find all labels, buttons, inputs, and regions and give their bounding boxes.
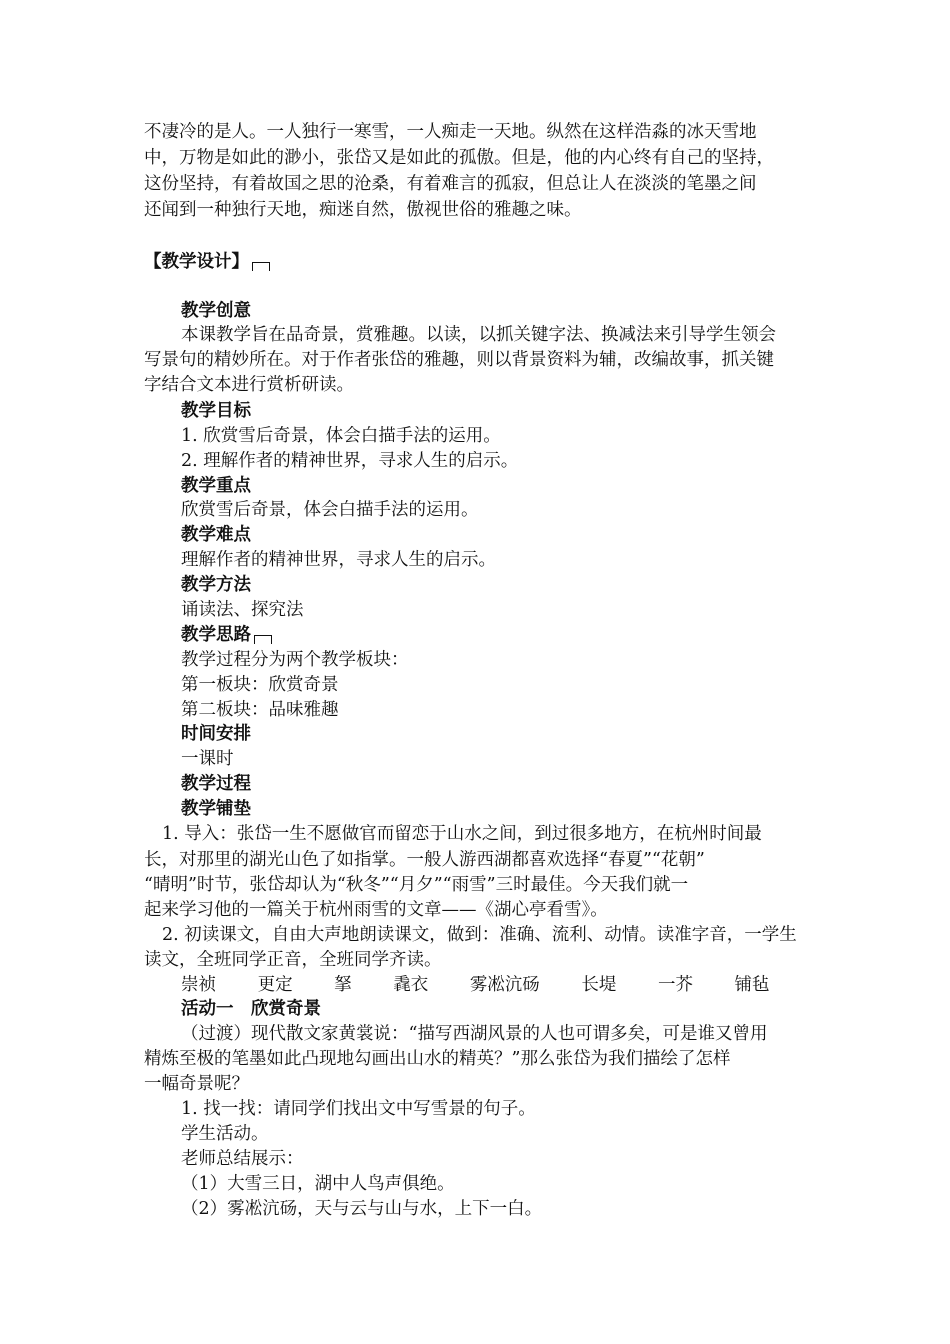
prep-heading: 教学铺垫 bbox=[181, 799, 251, 819]
prep-step2-line: 2. 初读课文，自由大声地朗读课文，做到：准确、流利、动情。读准字音，一学生 bbox=[162, 925, 797, 945]
prep-step1-line: 1. 导入：张岱一生不愿做官而留恋于山水之间，到过很多地方，在杭州时间最 bbox=[162, 824, 762, 844]
creative-line: 写景句的精妙所在。对于作者张岱的雅趣，则以背景资料为辅，改编故事，抓关键 bbox=[144, 350, 774, 370]
vocab-word: 铺毡 bbox=[734, 975, 770, 995]
schedule-heading: 时间安排 bbox=[181, 724, 251, 744]
edit-mark-icon bbox=[252, 262, 270, 271]
approach-heading bbox=[181, 623, 272, 647]
activity1-example: （2）雾凇沆砀，天与云与山与水，上下一白。 bbox=[181, 1199, 543, 1219]
activity1-heading: 活动一 欣赏奇景 bbox=[181, 999, 321, 1019]
vocab-word: 一芥 bbox=[657, 975, 693, 995]
intro-line: 这份坚持，有着故国之思的沧桑，有着难言的孤寂，但总让人在淡淡的笔墨之间 bbox=[144, 174, 757, 194]
goal-item: 1. 欣赏雪后奇景，体会白描手法的运用。 bbox=[181, 426, 501, 446]
activity1-task: 1. 找一找：请同学们找出文中写雪景的句子。 bbox=[181, 1099, 536, 1119]
activity1-transition-line: （过渡）现代散文家黄裳说：“描写西湖风景的人也可谓多矣，可是谁又曾用 bbox=[181, 1024, 768, 1044]
activity1-transition-line: 一幅奇景呢？ bbox=[144, 1074, 249, 1094]
goal-item: 2. 理解作者的精神世界，寻求人生的启示。 bbox=[181, 451, 519, 471]
intro-line: 还闻到一种独行天地，痴迷自然，傲视世俗的雅趣之味。 bbox=[144, 200, 582, 220]
prep-step1-line: 长，对那里的湖光山色了如指掌。一般人游西湖都喜欢选择“春夏”“花朝” bbox=[144, 850, 705, 870]
key-point-heading: 教学重点 bbox=[181, 476, 251, 496]
prep-step1-line: “晴明”时节，张岱却认为“秋冬”“月夕”“雨雪”三时最佳。今天我们就一 bbox=[144, 875, 689, 895]
goals-heading: 教学目标 bbox=[181, 401, 251, 421]
activity1-example: （1）大雪三日，湖中人鸟声俱绝。 bbox=[181, 1174, 455, 1194]
process-heading: 教学过程 bbox=[181, 774, 251, 794]
schedule-text: 一课时 bbox=[181, 749, 234, 769]
vocab-list bbox=[181, 973, 806, 997]
activity1-transition-line: 精炼至极的笔墨如此凸现地勾画出山水的精英？”那么张岱为我们描绘了怎样 bbox=[144, 1049, 731, 1069]
activity1-student: 学生活动。 bbox=[181, 1124, 269, 1144]
activity1-teacher: 老师总结展示： bbox=[181, 1149, 304, 1169]
section-title bbox=[144, 250, 270, 274]
vocab-word: 毳衣 bbox=[393, 975, 429, 995]
method-text: 诵读法、探究法 bbox=[181, 600, 304, 620]
vocab-word: 长堤 bbox=[581, 975, 617, 995]
creative-line: 本课教学旨在品奇景，赏雅趣。以读，以抓关键字法、换减法来引导学生领会 bbox=[181, 325, 776, 345]
prep-step2-line: 读文，全班同学正音，全班同学齐读。 bbox=[144, 950, 442, 970]
vocab-word: 崇祯 bbox=[181, 975, 216, 995]
vocab-word: 拏 bbox=[334, 975, 352, 995]
prep-step1-line: 起来学习他的一篇关于杭州雨雪的文章——《湖心亭看雪》。 bbox=[144, 900, 608, 920]
difficulty-text: 理解作者的精神世界，寻求人生的启示。 bbox=[181, 550, 496, 570]
section-title-text: 【教学设计】 bbox=[144, 252, 249, 272]
approach-line: 教学过程分为两个教学板块： bbox=[181, 650, 409, 670]
edit-mark-icon bbox=[254, 635, 272, 644]
approach-line: 第二板块：品味雅趣 bbox=[181, 700, 339, 720]
approach-heading-text: 教学思路 bbox=[181, 625, 251, 645]
vocab-word: 雾凇沆砀 bbox=[469, 975, 540, 995]
creative-heading: 教学创意 bbox=[181, 301, 251, 321]
key-point-text: 欣赏雪后奇景，体会白描手法的运用。 bbox=[181, 500, 479, 520]
creative-line: 字结合文本进行赏析研读。 bbox=[144, 375, 354, 395]
vocab-word: 更定 bbox=[257, 975, 293, 995]
difficulty-heading: 教学难点 bbox=[181, 525, 251, 545]
approach-line: 第一板块：欣赏奇景 bbox=[181, 675, 339, 695]
intro-line: 不凄冷的是人。一人独行一寒雪，一人痴走一天地。纵然在这样浩淼的冰天雪地 bbox=[144, 122, 757, 142]
intro-line: 中，万物是如此的渺小，张岱又是如此的孤傲。但是，他的内心终有自己的坚持， bbox=[144, 148, 774, 168]
method-heading: 教学方法 bbox=[181, 575, 251, 595]
